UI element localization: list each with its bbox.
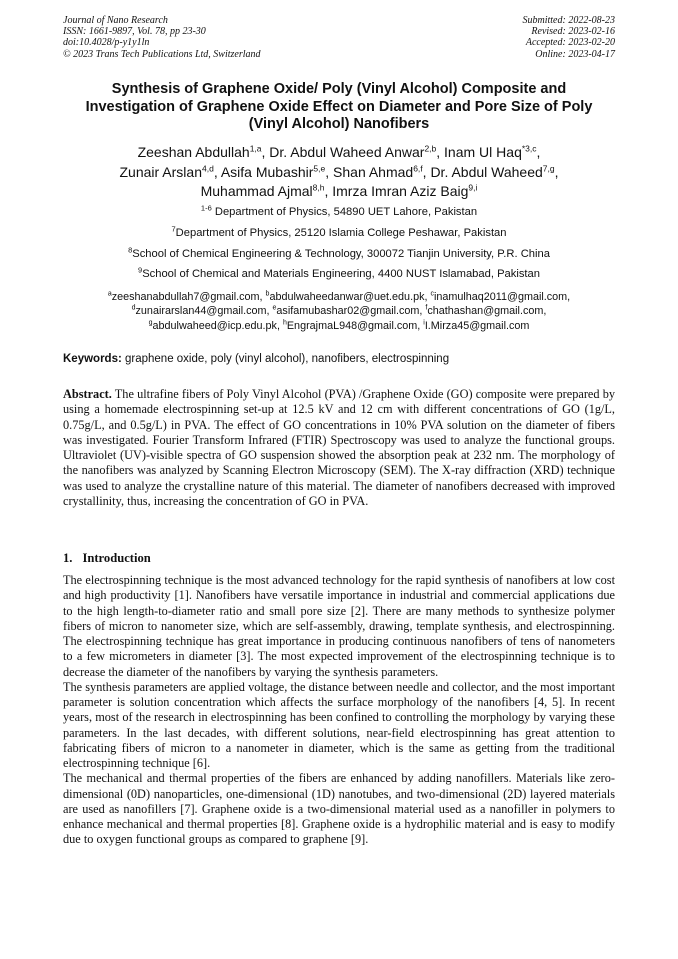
affiliation-marker: 8 [128, 245, 133, 255]
author: Asifa Mubashir$^{5,e}$, [220, 162, 334, 180]
affiliation-marker: 9 [138, 265, 143, 275]
keywords-text: graphene oxide, poly (vinyl alcohol), nanofibers, electrospinning [121, 353, 450, 365]
author: Zeeshan Abdullah$^{1,a}$, [137, 143, 270, 160]
email-line: $^d$zunairarslan44@gmail.com, $^e$asifamubashar02@gmail.com, $^f$chathashan@gmail.com, [131, 304, 547, 318]
abstract-label: Abstract. [63, 387, 112, 401]
affiliation-text: School of Chemical and Materials Engineering, 4400 NUST Islamabad, Pakistan [142, 268, 540, 280]
author-marker: 2,b [424, 143, 437, 154]
paragraph: The synthesis parameters are applied voltage, the distance between needle and collector, and the most important parameter is solution concentration which affects the surface morphology of the nanofibers [4, 5]. In recent years, most of the research in electrospinning has been confined to controlling the morphology by varying these parameters. In the last decades, with different solutions, near-field electrospinning has great attention to fabricating fibers of micron to a nanometer in diameter, which is the same as getting from the traditional electrospinning technique [6]. [63, 679, 615, 770]
author [332, 183, 477, 199]
author-marker: 1,a [249, 143, 262, 154]
author: Zunair Arslan$^{4,d}$, [119, 162, 221, 180]
affiliation-text: School of Chemical Engineering & Technology, 300072 Tianjin University, P.R. China [132, 248, 550, 260]
date-accepted: Accepted: 2023-02-20 [525, 37, 615, 49]
journal-header-right [523, 15, 616, 60]
author: Muhammad Ajmal$^{8,h}$, [200, 182, 333, 199]
affiliation-marker: 7 [171, 224, 176, 234]
author: Inam Ul Haq$^{*3,c}$, [444, 143, 541, 160]
affiliation-text: Department of Physics, 54890 UET Lahore, Pakistan [211, 206, 478, 218]
author-marker: 6,f [413, 162, 423, 173]
author-marker: *3,c [521, 143, 537, 154]
email-link[interactable]: zeeshanabdullah7@gmail.com, [111, 291, 266, 303]
email-list [63, 290, 615, 333]
author-name: Zunair Arslan [119, 163, 202, 180]
email-line: $^g$abdulwaheed@icp.edu.pk, $^h$EngrajmaL948@gmail.com, $^i$I.Mirza45@gmail.com [148, 319, 530, 332]
author-name: Asifa Mubashir [220, 163, 314, 180]
paper-title: Synthesis of Graphene Oxide/ Poly (Vinyl Alcohol) Composite and Investigation of Graphene Oxide Effect on Diameter and Pore Size of Poly (Vinyl Alcohol) Nanofibers [85, 81, 593, 133]
author-marker: 4,d [201, 162, 214, 173]
journal-copyright: © 2023 Trans Tech Publications Ltd, Switzerland [63, 48, 261, 60]
journal-name: Journal of Nano Research [63, 15, 168, 26]
email-link[interactable]: abdulwaheed@icp.edu.pk, [152, 319, 283, 332]
author-marker: 7,g [542, 162, 555, 173]
keywords [63, 352, 623, 366]
affiliation [63, 245, 615, 261]
author-marker: 8,h [312, 182, 325, 193]
email-link[interactable]: abdulwaheedanwar@uet.edu.pk, [269, 291, 431, 303]
affiliation [63, 203, 615, 219]
author-name: Zeeshan Abdullah [137, 144, 250, 160]
abstract-text: The ultrafine fibers of Poly Vinyl Alcohol (PVA) /Graphene Oxide (GO) composite were prepared by using a homemade electrospinning set-up at 12.5 kV and 12 cm with different concentrations of GO (1g/L, 0.75g/L, and 0.5g/L) in PVA. The effect of GO concentrations in 10% PVA solution on the diameter of fibers was investigated. Fourier Transform Infrared (FTIR) Spectroscopy was used to analyze the functional groups. Ultraviolet (UV)-visible spectra of GO suspension showed the absorption peak at 232 nm. The morphology of the nanofibers was analyzed by Scanning Electron Microscopy (SEM). The X-ray diffraction (XRD) technique was used to analyze the crystalline nature of this material. The diameter of nanofibers decreased with improved crystallinity, thus, increasing the concentration of GO in PVA. [63, 387, 615, 509]
author: Dr. Abdul Waheed Anwar$^{2,b}$, [269, 143, 445, 160]
journal-header-left [63, 15, 261, 60]
section-heading [63, 551, 161, 566]
journal-issn: ISSN: 1661-9897, Vol. 78, pp 23-30 [63, 26, 206, 38]
keywords-label: Keywords: [63, 353, 122, 365]
abstract [63, 387, 615, 509]
author-name: Imrza Imran Aziz Baig [332, 183, 469, 199]
author-name: Dr. Abdul Waheed [430, 163, 543, 180]
paragraph: The mechanical and thermal properties of the fibers are enhanced by adding nanofillers. Materials like zero-dimensional (0D) nanoparticles, one-dimensional (1D) nanotubes, and two-dimensional (2D) layered materials are used as nanofillers [7]. Graphene oxide is a two-dimensional material used as a nanofiller in polymers to enhance mechanical and thermal properties [8]. Graphene oxide is a hydrophilic material and is easy to modify due to oxygen functional groups as compared to graphene [9]. [63, 771, 615, 847]
author-name: Muhammad Ajmal [200, 183, 313, 199]
email-link[interactable]: zunairarslan44@gmail.com, [135, 305, 273, 318]
email-line: $^a$zeeshanabdullah7@gmail.com, $^b$abdulwaheedanwar@uet.edu.pk, $^c$inamulhaq2011@gmail.com, [107, 290, 571, 303]
section-number: 1. [63, 551, 73, 565]
affiliation [63, 265, 615, 281]
email-link[interactable]: asifamubashar02@gmail.com, [276, 305, 426, 318]
author-marker: 5,e [313, 162, 326, 173]
introduction-body [63, 573, 615, 848]
affiliation-text: Department of Physics, 25120 Islamia College Peshawar, Pakistan [175, 227, 507, 239]
date-online: Online: 2023-04-17 [535, 48, 615, 60]
author: Dr. Abdul Waheed$^{7,g}$, [430, 162, 559, 180]
date-revised: Revised: 2023-02-16 [531, 26, 615, 38]
journal-doi: doi:10.4028/p-y1y1ln [63, 37, 150, 49]
paragraph: The electrospinning technique is the most advanced technology for the rapid synthesis of nanofibers at low cost and high productivity [1]. Nanofibers have versatile importance in industrial and commercial applications due to the high length-to-diameter ratio and small pore size [2]. There are many methods to synthesize polymer fibers of micron to nanometer size, which are self-assembly, drawing, template synthesis, and electrospinning. The electrospinning technique has great importance in producing continuous nanofibers of tens of nanometers to a few micrometers in diameter [3]. The most expected improvement of the electrospinning technique is to decrease the diameter of the nanofibers by varying the synthesis parameters. [63, 573, 615, 679]
section-title: Introduction [82, 551, 151, 565]
affiliation-marker: 1-6 [200, 203, 212, 213]
affiliation [63, 224, 615, 240]
author-name: Dr. Abdul Waheed Anwar [269, 144, 425, 160]
author: Shan Ahmad$^{6,f}$, [333, 162, 431, 180]
author-list [63, 143, 615, 202]
author-name: Inam Ul Haq [444, 144, 522, 160]
author-name: Shan Ahmad [333, 163, 414, 180]
email-link[interactable]: I.Mirza45@gmail.com [424, 319, 530, 332]
author-marker: 9,i [468, 182, 478, 193]
email-link[interactable]: EngrajmaL948@gmail.com, [286, 319, 424, 332]
email-link[interactable]: inamulhaq2011@gmail.com, [433, 291, 571, 303]
date-submitted: Submitted: 2022-08-23 [522, 15, 615, 26]
email-link[interactable]: chathashan@gmail.com, [427, 305, 547, 318]
